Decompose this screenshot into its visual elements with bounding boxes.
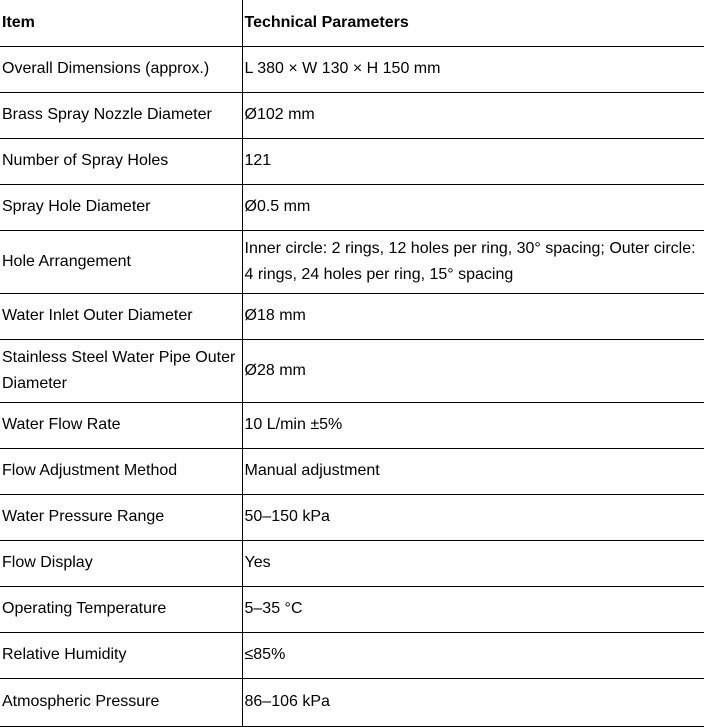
- row-item: Atmospheric Pressure: [0, 678, 242, 726]
- table-row: [0, 494, 704, 540]
- row-item: Water Flow Rate: [0, 402, 242, 448]
- row-value: 50–150 kPa: [242, 494, 704, 540]
- row-value: 5–35 °C: [242, 586, 704, 632]
- table-row: [0, 138, 704, 184]
- table-body: [0, 46, 704, 726]
- row-value: L 380 × W 130 × H 150 mm: [242, 46, 704, 92]
- row-item: Stainless Steel Water Pipe Outer Diameter: [0, 339, 242, 402]
- table-row: [0, 632, 704, 678]
- row-item: Spray Hole Diameter: [0, 184, 242, 230]
- table-row: [0, 46, 704, 92]
- row-value: Ø102 mm: [242, 92, 704, 138]
- row-value: 10 L/min ±5%: [242, 402, 704, 448]
- row-item: Brass Spray Nozzle Diameter: [0, 92, 242, 138]
- table-header: [0, 0, 704, 46]
- table-row: [0, 540, 704, 586]
- row-item: Flow Display: [0, 540, 242, 586]
- table-row: [0, 339, 704, 402]
- header-item: Item: [0, 0, 242, 46]
- row-value: Ø18 mm: [242, 293, 704, 339]
- table-row: [0, 184, 704, 230]
- row-item: Number of Spray Holes: [0, 138, 242, 184]
- row-value: 86–106 kPa: [242, 678, 704, 726]
- row-value: 121: [242, 138, 704, 184]
- header-technical-parameters: Technical Parameters: [242, 0, 704, 46]
- row-value: Ø28 mm: [242, 339, 704, 402]
- table-row: [0, 678, 704, 726]
- table-row: [0, 586, 704, 632]
- row-value: Yes: [242, 540, 704, 586]
- header-row: [0, 0, 704, 46]
- row-item: Overall Dimensions (approx.): [0, 46, 242, 92]
- row-item: Operating Temperature: [0, 586, 242, 632]
- table-row: [0, 293, 704, 339]
- row-value: ≤85%: [242, 632, 704, 678]
- row-item: Relative Humidity: [0, 632, 242, 678]
- table-row: [0, 92, 704, 138]
- row-value: Ø0.5 mm: [242, 184, 704, 230]
- table-row: [0, 230, 704, 293]
- row-item: Water Pressure Range: [0, 494, 242, 540]
- row-item: Flow Adjustment Method: [0, 448, 242, 494]
- row-value: Inner circle: 2 rings, 12 holes per ring, 30° spacing; Outer circle: 4 rings, 24 holes per ring, 15° spacing: [242, 230, 704, 293]
- table-row: [0, 402, 704, 448]
- row-item: Water Inlet Outer Diameter: [0, 293, 242, 339]
- row-item: Hole Arrangement: [0, 230, 242, 293]
- table-row: [0, 448, 704, 494]
- row-value: Manual adjustment: [242, 448, 704, 494]
